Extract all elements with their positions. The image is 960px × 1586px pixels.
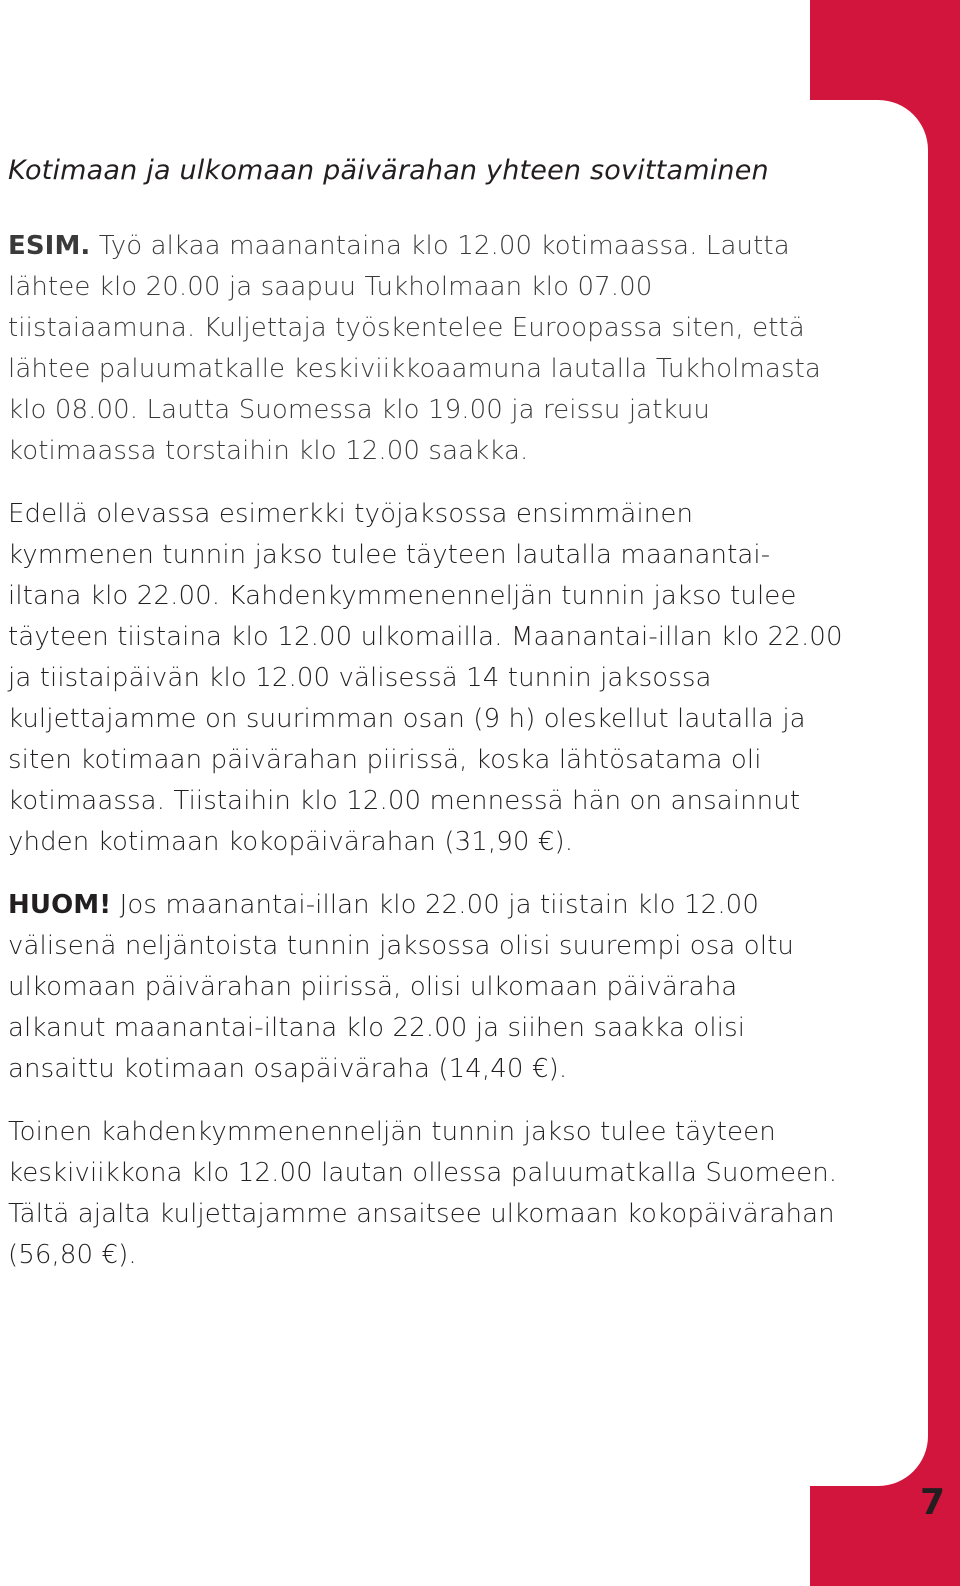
page-number: 7 xyxy=(920,1482,946,1523)
note-text: Jos maanantai-illan klo 22.00 ja tiistain klo 12.00 välisenä neljäntoista tunnin jaksossa olisi suurempi osa oltu ulkomaan päivärahan piirissä, olisi ulkomaan päiväraha alkanut maanantai-iltana klo 22.00 ja siihen saakka olisi ansaittu kotimaan osapäiväraha (14,40 €). xyxy=(8,890,795,1084)
note-label: HUOM! xyxy=(8,890,112,920)
example-text: Työ alkaa maanantaina klo 12.00 kotimaassa. Lautta lähtee klo 20.00 ja saapuu Tukholmaan klo 07.00 tiistaiaamuna. Kuljettaja työskentelee Euroopassa siten, että lähtee paluumatkalle keskiviikkoaamuna lautalla Tukholmasta klo 08.00. Lautta Suomessa klo 19.00 ja reissu jatkuu kotimaassa torstaihin klo 12.00 saakka. xyxy=(8,231,821,466)
example-paragraph xyxy=(8,226,843,472)
note-paragraph xyxy=(8,885,843,1090)
second-period-paragraph: Toinen kahdenkymmenenneljän tunnin jakso tulee täyteen keskiviikkona klo 12.00 lautan ollessa paluumatkalla Suomeen. Tältä ajalta kuljettajamme ansaitsee ulkomaan kokopäivärahan (56,80 €). xyxy=(8,1117,838,1270)
section-heading: Kotimaan ja ulkomaan päivärahan yhteen sovittaminen xyxy=(8,155,769,186)
article xyxy=(8,150,843,1298)
example-label: ESIM. xyxy=(8,231,91,261)
explanation-paragraph: Edellä olevassa esimerkki työjaksossa ensimmäinen kymmenen tunnin jakso tulee täyteen lautalla maanantai-iltana klo 22.00. Kahdenkymmenenneljän tunnin jakso tulee täyteen tiistaina klo 12.00 ulkomailla. Maanantai-illan klo 22.00 ja tiistaipäivän klo 12.00 välisessä 14 tunnin jaksossa kuljettajamme on suurimman osan (9 h) oleskellut lautalla ja siten kotimaan päivärahan piirissä, koska lähtösatama oli kotimaassa. Tiistaihin klo 12.00 mennessä hän on ansainnut yhden kotimaan kokopäivärahan (31,90 €). xyxy=(8,499,843,857)
